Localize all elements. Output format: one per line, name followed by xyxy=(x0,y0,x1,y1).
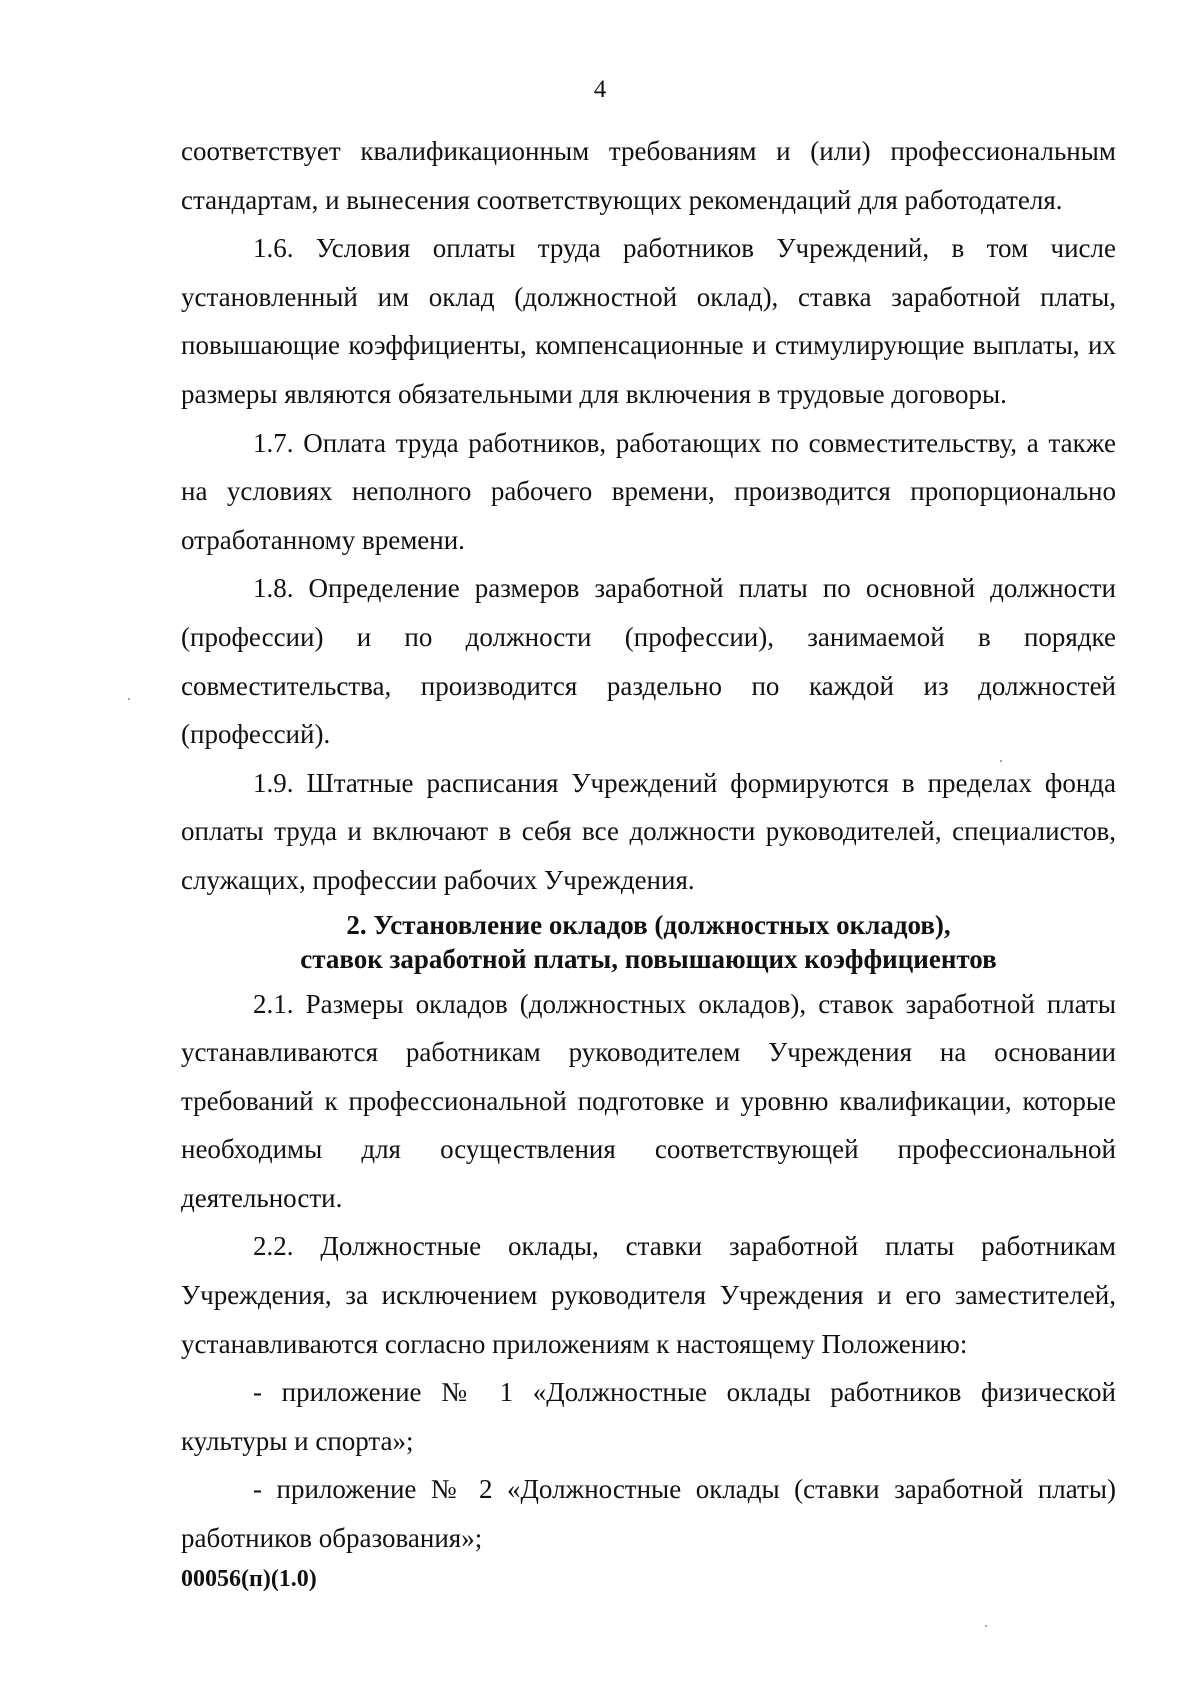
list-item-appendix-2: - приложение № 2 «Должностные оклады (ставки заработной платы) работников образования»; xyxy=(181,1474,1116,1554)
paragraph-1-6: 1.6. Условия оплаты труда работников Учреждений, в том числе установленный им оклад (должностной оклад), ставка заработной платы, повышающие коэффициенты, компенсационные и стимулирующие выплаты, их размеры являются обязательными для включения в трудовые договоры. xyxy=(181,233,1116,409)
list-item-appendix-1: - приложение № 1 «Должностные оклады работников физической культуры и спорта»; xyxy=(181,1377,1116,1456)
paragraph-1-8: 1.8. Определение размеров заработной платы по основной должности (профессии) и по должности (профессии), занимаемой в порядке совместительства, производится раздельно по каждой из должностей (профессий). xyxy=(181,573,1116,750)
paragraph-2-2: 2.2. Должностные оклады, ставки заработной платы работникам Учреждения, за исключением руководителя Учреждения и его заместителей, устанавливаются согласно приложениям к настоящему Положению: xyxy=(181,1231,1116,1359)
section-2-heading-line-2: ставок заработной платы, повышающих коэффициентов xyxy=(300,943,997,974)
scan-speck xyxy=(1000,760,1002,762)
page-number: 4 xyxy=(593,76,607,103)
paragraph-1-9: 1.9. Штатные расписания Учреждений формируются в пределах фонда оплаты труда и включают в себя все должности руководителей, специалистов, служащих, профессии рабочих Учреждения. xyxy=(181,767,1116,895)
paragraph-1-5-continuation: соответствует квалификационным требованиям и (или) профессиональным стандартам, и вынесения соответствующих рекомендаций для работодателя. xyxy=(181,136,1116,215)
document-body xyxy=(181,127,1116,1563)
paragraph-1-7: 1.7. Оплата труда работников, работающих по совместительству, а также на условиях неполного рабочего времени, производится пропорционально отработанному времени. xyxy=(181,427,1116,555)
document-code: 00056(п)(1.0) xyxy=(181,1566,317,1592)
paragraph-2-1: 2.1. Размеры окладов (должностных окладов), ставок заработной платы устанавливаются работникам руководителем Учреждения на основании требований к профессиональной подготовке и уровню квалификации, которые необходимы для осуществления соответствующей профессиональной деятельности. xyxy=(181,988,1116,1213)
section-2-heading-line-1: 2. Установление окладов (должностных окладов), xyxy=(346,909,951,940)
section-2-heading xyxy=(181,908,1116,976)
scan-speck xyxy=(985,1625,987,1627)
scan-speck xyxy=(128,698,130,700)
